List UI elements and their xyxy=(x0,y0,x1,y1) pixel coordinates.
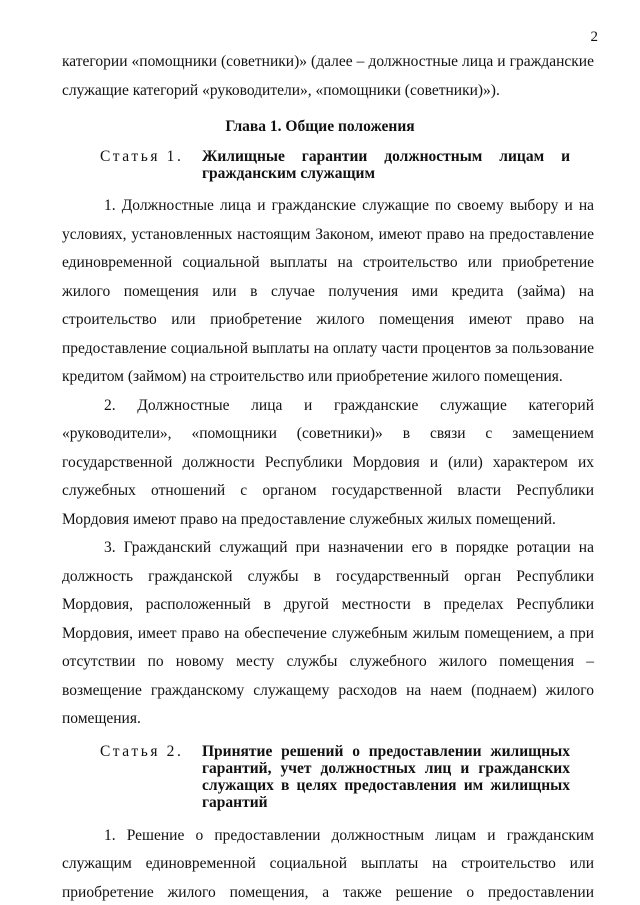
paragraph-line: служебных отношений с органом государственной власти Республики xyxy=(62,482,594,499)
paragraph-line: возмещение гражданскому служащему расходов на наем (поднаем) жилого xyxy=(62,682,594,699)
paragraph-line: предоставление социальной выплаты на оплату части процентов за пользование xyxy=(62,340,594,357)
paragraph-line: условиях, установленных настоящим Законом, имеют право на предоставление xyxy=(62,226,594,243)
paragraph-line: 2. Должностные лица и гражданские служащие категорий xyxy=(104,397,594,414)
article-title-line: служащих в целях предоставления им жилищных xyxy=(202,777,570,794)
article-title-line: гарантий, учет должностных лиц и гражданских xyxy=(202,760,570,777)
paragraph-line: Мордовия, имеет право на обеспечение служебным жилым помещением, а при xyxy=(62,625,594,642)
page-number: 2 xyxy=(590,29,598,45)
intro-line: категории «помощники (советники)» (далее – должностные лица и гражданские xyxy=(62,53,594,70)
paragraph-line: Мордовия, расположенный в другой местности в пределах Республики xyxy=(62,596,594,613)
paragraph-line: государственной должности Республики Мордовия и (или) характером их xyxy=(62,454,594,471)
intro-line: служащие категорий «руководители», «помощники (советники)»). xyxy=(62,82,500,99)
paragraph-line: единовременной социальной выплаты на строительство или приобретение xyxy=(62,254,594,271)
paragraph-line: строительство или приобретение жилого помещения имеют право на xyxy=(62,311,594,328)
article-title-line: Принятие решений о предоставлении жилищных xyxy=(202,743,570,760)
paragraph-line: кредитом (займом) на строительство или приобретение жилого помещения. xyxy=(62,368,563,385)
article-1-label: Статья 1. xyxy=(100,148,184,165)
article-title-line: гарантий xyxy=(202,794,268,811)
paragraph-line: служащим единовременной социальной выплаты на строительство или xyxy=(62,855,594,872)
paragraph-line: «руководители», «помощники (советники)» в связи с замещением xyxy=(62,425,594,442)
paragraph-line: помещения. xyxy=(62,710,141,727)
paragraph-line: приобретение жилого помещения, а также решение о предоставлении xyxy=(62,884,594,901)
paragraph-line: 3. Гражданский служащий при назначении его в порядке ротации на xyxy=(104,539,594,556)
article-2-label: Статья 2. xyxy=(100,743,184,760)
article-1-title xyxy=(202,148,570,182)
paragraph-line: Мордовия имеют право на предоставление служебных жилых помещений. xyxy=(62,511,556,528)
paragraph-line: должность гражданской службы в государственный орган Республики xyxy=(62,568,594,585)
paragraph-line: 1. Решение о предоставлении должностным лицам и гражданским xyxy=(104,827,594,844)
article-title-line: гражданским служащим xyxy=(202,165,376,182)
paragraph-line: 1. Должностные лица и гражданские служащие по своему выбору и на xyxy=(104,197,594,214)
paragraph-line: отсутствии по новому месту службы служебного жилого помещения – xyxy=(62,653,594,670)
chapter-title: Глава 1. Общие положения xyxy=(225,118,415,135)
article-2-title xyxy=(202,743,570,811)
paragraph-line: жилого помещения или в случае получения ими кредита (займа) на xyxy=(62,283,594,300)
article-title-line: Жилищные гарантии должностным лицам и xyxy=(202,148,570,165)
